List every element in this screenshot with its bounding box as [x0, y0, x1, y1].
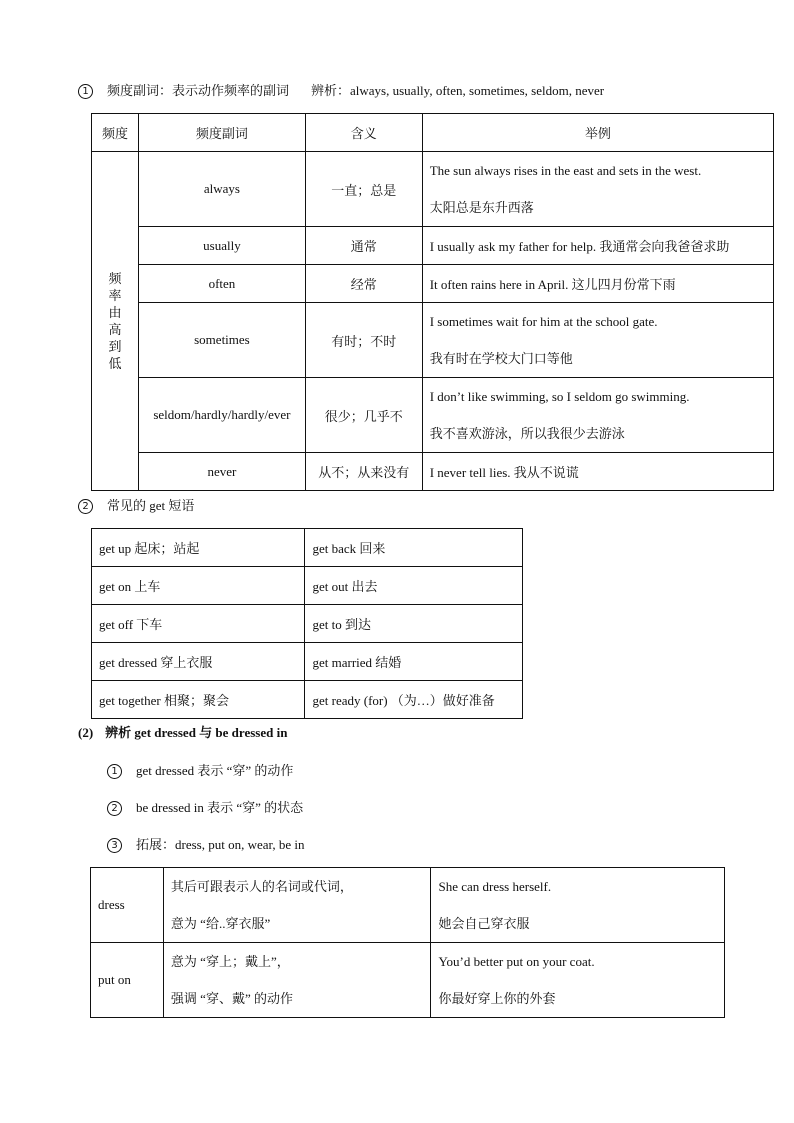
example-en: I sometimes wait for him at the school gate. — [429, 313, 658, 329]
section2-number: 2 — [78, 499, 93, 514]
table-row — [92, 227, 774, 265]
example-cell — [431, 868, 725, 943]
example-en: The sun always rises in the east and sets in the west. — [429, 162, 702, 178]
example-cell — [422, 303, 773, 378]
frequency-table — [91, 113, 774, 491]
header-meaning: 含义 — [305, 114, 422, 152]
phrase-cell: get to 到达 — [305, 605, 523, 643]
example-zh: 你最好穿上你的外套 — [438, 990, 556, 1006]
point-text: get dressed 表示 “穿” 的动作 — [136, 763, 294, 778]
meaning-cell: 经常 — [305, 265, 422, 303]
description-line: 意为 “穿上；戴上”， — [170, 953, 290, 969]
adverb-cell: seldom/hardly/hardly/ever — [138, 378, 305, 453]
table-row — [92, 529, 523, 567]
section1-analysis: 辨析：always, usually, often, sometimes, seldom, never — [311, 83, 605, 98]
meaning-cell: 从不；从来没有 — [305, 453, 422, 491]
point-number: 3 — [107, 838, 122, 853]
description-line: 强调 “穿、戴” 的动作 — [170, 990, 293, 1006]
description-line: 意为 “给..穿衣服” — [170, 915, 271, 931]
phrase-cell: get together 相聚；聚会 — [92, 681, 305, 719]
point-item — [107, 797, 303, 816]
dress-table — [90, 867, 725, 1018]
example-zh: 太阳总是东升西落 — [429, 199, 534, 215]
example-cell — [422, 378, 773, 453]
table-row — [92, 453, 774, 491]
example-cell: I never tell lies. 我从不说谎 — [422, 453, 773, 491]
table-row — [92, 152, 774, 227]
meaning-cell: 很少；几乎不 — [305, 378, 422, 453]
word-cell: put on — [91, 943, 164, 1018]
header-adverb: 频度副词 — [138, 114, 305, 152]
phrase-cell: get on 上车 — [92, 567, 305, 605]
phrase-cell: get dressed 穿上衣服 — [92, 643, 305, 681]
example-zh: 我有时在学校大门口等他 — [429, 350, 573, 366]
table-row — [92, 567, 523, 605]
phrase-cell: get back 回来 — [305, 529, 523, 567]
table-row — [92, 681, 523, 719]
adverb-cell: always — [138, 152, 305, 227]
section2-heading — [78, 495, 194, 514]
table-header-row — [92, 114, 774, 152]
section1-heading — [78, 80, 604, 99]
adverb-cell: often — [138, 265, 305, 303]
table-row — [91, 868, 725, 943]
point-number: 1 — [107, 764, 122, 779]
description-line: 其后可跟表示人的名词或代词， — [170, 878, 353, 894]
table-row — [92, 605, 523, 643]
point-text: 拓展：dress, put on, wear, be in — [136, 837, 305, 852]
frequency-side-cell — [92, 152, 139, 491]
point-item — [107, 760, 293, 779]
table-row — [92, 303, 774, 378]
phrase-cell: get up 起床；站起 — [92, 529, 305, 567]
point-text: be dressed in 表示 “穿” 的状态 — [136, 800, 304, 815]
point-item — [107, 834, 304, 853]
meaning-cell: 有时；不时 — [305, 303, 422, 378]
phrase-cell: get off 下车 — [92, 605, 305, 643]
subsection-heading — [78, 722, 287, 741]
adverb-cell: usually — [138, 227, 305, 265]
point-number: 2 — [107, 801, 122, 816]
side-label: 频率由高到低 — [108, 271, 122, 371]
example-cell: It often rains here in April. 这儿四月份常下雨 — [422, 265, 773, 303]
table-row — [91, 943, 725, 1018]
table-row — [92, 265, 774, 303]
phrase-cell: get ready (for) （为…）做好准备 — [305, 681, 523, 719]
get-phrases-table — [91, 528, 523, 719]
subsection-title: 辨析 get dressed 与 be dressed in — [105, 725, 288, 740]
table-row — [92, 643, 523, 681]
example-zh: 我不喜欢游泳，所以我很少去游泳 — [429, 425, 625, 441]
example-en: You’d better put on your coat. — [438, 953, 595, 969]
phrase-cell: get married 结婚 — [305, 643, 523, 681]
table-row — [92, 378, 774, 453]
header-example: 举例 — [422, 114, 773, 152]
example-en: I don’t like swimming, so I seldom go swimming. — [429, 388, 690, 404]
example-cell — [422, 152, 773, 227]
example-zh: 她会自己穿衣服 — [438, 915, 530, 931]
example-cell — [431, 943, 725, 1018]
adverb-cell: sometimes — [138, 303, 305, 378]
header-frequency: 频度 — [92, 114, 139, 152]
description-cell — [163, 943, 431, 1018]
subsection-label: (2) — [78, 725, 94, 740]
section1-title: 频度副词：表示动作频率的副词 — [107, 83, 290, 98]
section1-number: 1 — [78, 84, 93, 99]
meaning-cell: 一直；总是 — [305, 152, 422, 227]
adverb-cell: never — [138, 453, 305, 491]
phrase-cell: get out 出去 — [305, 567, 523, 605]
example-cell: I usually ask my father for help. 我通常会向我爸爸求助 — [422, 227, 773, 265]
example-en: She can dress herself. — [438, 878, 552, 894]
section2-title: 常见的 get 短语 — [107, 498, 195, 513]
description-cell — [163, 868, 431, 943]
word-cell: dress — [91, 868, 164, 943]
meaning-cell: 通常 — [305, 227, 422, 265]
